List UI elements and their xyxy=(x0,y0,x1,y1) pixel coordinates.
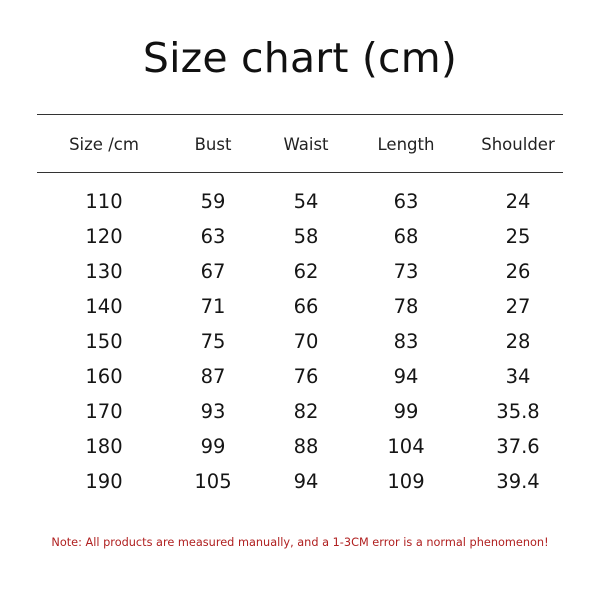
column-header-length: Length xyxy=(377,135,435,154)
cell-waist: 94 xyxy=(293,470,319,493)
cell-size: 160 xyxy=(85,365,123,388)
cell-length: 68 xyxy=(393,225,419,248)
cell-length: 94 xyxy=(393,365,419,388)
cell-size: 180 xyxy=(85,435,123,458)
cell-size: 140 xyxy=(85,295,123,318)
cell-size: 150 xyxy=(85,330,123,353)
table-row xyxy=(37,327,563,357)
cell-waist: 82 xyxy=(293,400,319,423)
cell-waist: 66 xyxy=(293,295,319,318)
cell-length: 78 xyxy=(393,295,419,318)
column-header-waist: Waist xyxy=(283,135,329,154)
cell-shoulder: 27 xyxy=(505,295,531,318)
cell-bust: 67 xyxy=(200,260,226,283)
cell-bust: 71 xyxy=(200,295,226,318)
table-top-rule xyxy=(37,114,563,115)
cell-shoulder: 39.4 xyxy=(496,470,540,493)
cell-bust: 105 xyxy=(194,470,232,493)
cell-waist: 88 xyxy=(293,435,319,458)
cell-size: 190 xyxy=(85,470,123,493)
column-header-size: Size /cm xyxy=(69,135,139,154)
table-header-rule xyxy=(37,172,563,173)
page-title: Size chart (cm) xyxy=(142,34,458,82)
cell-size: 170 xyxy=(85,400,123,423)
cell-shoulder: 28 xyxy=(505,330,531,353)
cell-length: 73 xyxy=(393,260,419,283)
cell-bust: 63 xyxy=(200,225,226,248)
cell-length: 99 xyxy=(393,400,419,423)
cell-waist: 54 xyxy=(293,190,319,213)
cell-length: 83 xyxy=(393,330,419,353)
cell-length: 63 xyxy=(393,190,419,213)
cell-shoulder: 35.8 xyxy=(496,400,540,423)
column-header-shoulder: Shoulder xyxy=(481,135,555,154)
column-header-bust: Bust xyxy=(194,135,232,154)
cell-waist: 62 xyxy=(293,260,319,283)
measurement-note: Note: All products are measured manually, and a 1-3CM error is a normal phenomenon! xyxy=(51,536,549,549)
cell-bust: 59 xyxy=(200,190,226,213)
cell-shoulder: 26 xyxy=(505,260,531,283)
table-row xyxy=(37,292,563,322)
cell-bust: 93 xyxy=(200,400,226,423)
cell-size: 120 xyxy=(85,225,123,248)
table-row xyxy=(37,397,563,427)
cell-size: 110 xyxy=(85,190,123,213)
table-row xyxy=(37,432,563,462)
cell-waist: 58 xyxy=(293,225,319,248)
cell-length: 109 xyxy=(387,470,425,493)
table-header-row xyxy=(37,132,563,158)
table-row xyxy=(37,257,563,287)
cell-size: 130 xyxy=(85,260,123,283)
cell-shoulder: 24 xyxy=(505,190,531,213)
cell-bust: 99 xyxy=(200,435,226,458)
table-row xyxy=(37,467,563,497)
cell-shoulder: 34 xyxy=(505,365,531,388)
table-row xyxy=(37,362,563,392)
cell-bust: 87 xyxy=(200,365,226,388)
cell-shoulder: 25 xyxy=(505,225,531,248)
table-row xyxy=(37,222,563,252)
cell-length: 104 xyxy=(387,435,425,458)
cell-waist: 76 xyxy=(293,365,319,388)
cell-shoulder: 37.6 xyxy=(496,435,540,458)
cell-waist: 70 xyxy=(293,330,319,353)
table-row xyxy=(37,187,563,217)
cell-bust: 75 xyxy=(200,330,226,353)
